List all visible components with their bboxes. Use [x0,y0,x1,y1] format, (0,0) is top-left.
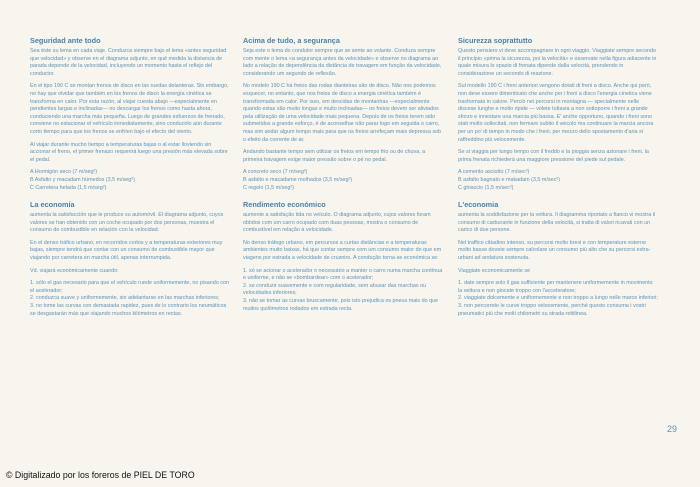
paragraph: No denso tráfego urbano, em percursos a curtas distâncias e a temperaturas ambientes muito baixas, há que contar sempre com um consumo maior do que em viagens por estrada a velocidade de cruzeiro. A condução torna-se económica se: [243,239,442,262]
list-item: C ghiaccio (1,5 m/sec²) [458,184,514,191]
list-item: A Hormigón seco (7 m/seg²) [30,169,98,176]
page-number: 29 [667,424,678,434]
economy-list [30,280,230,318]
list-item: 1. sólo el gas necesario para que el vehículo ruede uniformemente, no pisando con el acelerador; [30,280,229,294]
braking-list [30,169,230,192]
list-item: B asfalto bagnato e makadam (3,5 m/sec²) [458,176,560,183]
section-title: Acima de tudo, a segurança [243,36,340,45]
section-title: Seguridad ante todo [30,36,101,45]
digitization-credit: © Digitalizado por los foreros de PIEL DE TORO [6,470,195,480]
paragraph: En el tipo 190 C se montan frenos de disco en las ruedas delanteras. Sin embargo, no hay que olvidar que también en los frenos de disco la energía cinética se transforma en calor. Por esta razón, al viajar cuesta abajo —especialmente en pendientes largas e inclinadas— no descargar los frenos como hasta ahora, conduciendo una marcha más pequeña. Luego de grandes esfuerzos de frenado, conviene no estacionar el vehículo inmediatamente, sino conducirlo aún durante corto tiempo para que los frenos se enfríen bajo el efecto del viento. [30,83,229,135]
list-item: 2. viaggiate dolcemente e uniformemente e non troppo a lungo nelle marce inferiori; [458,295,658,302]
section-title: Sicurezza soprattutto [458,36,533,45]
paragraph: aumenta la satisfacción que le produce su automóvil. El diagrama adjunto, cuyos valores se han obtenido con un coche ocupado por dos personas, muestra el consumo de combustible en relación con la velocidad. [30,212,224,234]
braking-list [243,169,443,192]
economy-list [458,280,658,318]
braking-list [458,169,658,192]
list-item: A concreto seco (7 m/seg²) [243,169,308,176]
section-title: La economía [30,200,75,210]
list-item: C regelo (1,5 m/seg²) [243,184,294,191]
paragraph: Seja este o lema do condutor sempre que se sente ao volante. Conduza sempre com mente o lema «a segurança antes da velocidade» e observe no diagrama ao lado a relação de dependência da distância de travagem em função da velocidade, considerando um segundo de reflexão. [243,48,442,77]
list-item: 1. date sempre solo il gas sufficiente per mantenere uniformemente in movimento la vettura e non giocate troppo con l'acceleratore; [458,280,653,294]
list-item: 2. se conduzir suavemente e com regularidade, sem abusar das marchas ou velocidades inferiores; [243,282,427,297]
list-item: 1. só se acionar o acelerador o necessário a manter o carro numa marcha contínua e uniforme, e não se «bombardear» com o acelerador; [243,267,443,282]
list-item: 3. no tome las curvas con demasiada rapidez, pues de lo contrario los neumáticos se desgastarán más que viajando muchos kilómetros en rectas. [30,303,227,317]
list-item: B asfalto e macadame molhados (3,5 m/seg²) [243,176,353,183]
column-portuguese [243,36,443,318]
paragraph: Se si viaggia per lungo tempo con il freddo e la pioggia senza azionare i freni, la prima frenata richiederà una maggiore pressione del piede sul pedale. [458,149,649,163]
list-item: 3. não se tomar as curvas bruscamente, pois isto prejudica os pneus mais do que muitos quilómetros rodados em estrada recta. [243,298,439,312]
section-title: L'economia [458,200,499,210]
paragraph: Viaggiate economicamente se [458,267,531,274]
economy-list [243,268,443,314]
paragraph: Vd. viajará económicamente cuando: [30,267,119,274]
column-spanish [30,36,230,323]
section-title: Rendimento económico [243,200,326,210]
paragraph: Nel traffico cittadino intenso, su percorsi molto brevi e con temperature esterne molto basse dovete sempre calcolare un consumo più alto che su percorsi extra-urbani ad andatura sostenuta. [458,239,651,262]
paragraph: Questo pensiero vi deve accompagnare in ogni viaggio. Viaggiate sempre secondo il principio «prima la sicurezza, poi la velocità» e osservate nella figura adiacente in quale misura lo spazio di frenata dipende dalla velocità, prendendo in considerazione un secondo di reazione. [458,48,657,77]
paragraph: Sul modello 190 C i freni anteriori vengono dotati di freni a disco. Anche qui però, non deve essere dimenticato che anche per i freni a disco l'energia cinetica viene trasformata in calore. Perciò nei percorsi in montagna — specialmente nelle discese lunghe e molto ripide — volete tuttavia a non sottoporre i freni a grande sforzo e innestare una marcia più bassa. E' anche opportuno, quando i freni sono stati molto sollecitati, non fermare subito il veicolo ma continuare la marcia ancora per un po' di tempo in modo che i freni, per mezzo dello spostamento d'aria si raffreddino più velocemente. [458,83,654,143]
paragraph: Al viajar durante mucho tiempo a temperaturas bajas o al estar lloviendo sin accionar el freno, el primer frenazo requerirá luego una presión más elevada sobre el pedal. [30,141,228,163]
paragraph: No modelo 190 C há freios das rodas dianteiras são de disco. Não nos podemos esquecer, no entanto, que nos freios de disco a energia cinética também é transformada em calor. Por isso, em descidas de montanhas —especialmente quando estas são muito longas e muito inclinadas— os freios devem ser aliviados pela utilização de uma velocidade mais pequena. Depois de os freios terem sido submetidos a grande esforço, é de aconselhar não parar logo em seguida o carro, mas sim andar algum tempo mais para que os freios arrefeçam mais depressa sob o efeito da corrente de ar. [243,83,442,143]
paragraph: Andando bastante tempo sem utilizar os freios em tempo frio ou de chuva, a primeira travagem exige maior pressão sobre o pé no pedal. [243,149,426,163]
list-item: 3. non percorrete le curve troppo velocemente, perché questo consuma i vostri pneumatici più che molti chilometri su strada rettilinea. [458,303,646,317]
paragraph: Sea éste su lema en cada viaje. Conduzca siempre bajo el lema «antes seguridad que velocidad» y observe en el diagrama adjunto, en qué medida la distancia de parada depende de la velocidad, incluyendo un momento hasta el reflejo del conductor. [30,48,227,77]
paragraph: En el denso tráfico urbano, en recorridos cortos y a temperaturas exteriores muy bajas, siempre tendrá que contar con un consumo de combustible mayor que viajando por carretera en marcha útil, apenas interrumpida. [30,239,223,262]
list-item: 2. conduzca suave y uniformemente, sin adelantarse en las marchas inferiores; [30,295,220,302]
list-item: A cemento asciutto (7 m/sec²) [458,169,530,176]
list-item: C Carretera helada (1,5 m/seg²) [30,184,107,191]
column-italian [458,36,658,323]
paragraph: aumente a satisfação tida no veículo. O diagrama adjunto, cujos valores foram obtidos com um carro ocupado com duas pessoas, mostra o consumo de combustível em relação à velocidade. [243,212,431,234]
list-item: B Asfalto y macadam húmedos (3,5 m/seg²) [30,176,135,183]
paragraph: aumenta la soddisfazione per la vettura. Il diagramma riportato a fianco vi mostra il consumo di carburante in funzione della velocità, si tratta di valori ricavati con un carico di due persone. [458,212,656,234]
